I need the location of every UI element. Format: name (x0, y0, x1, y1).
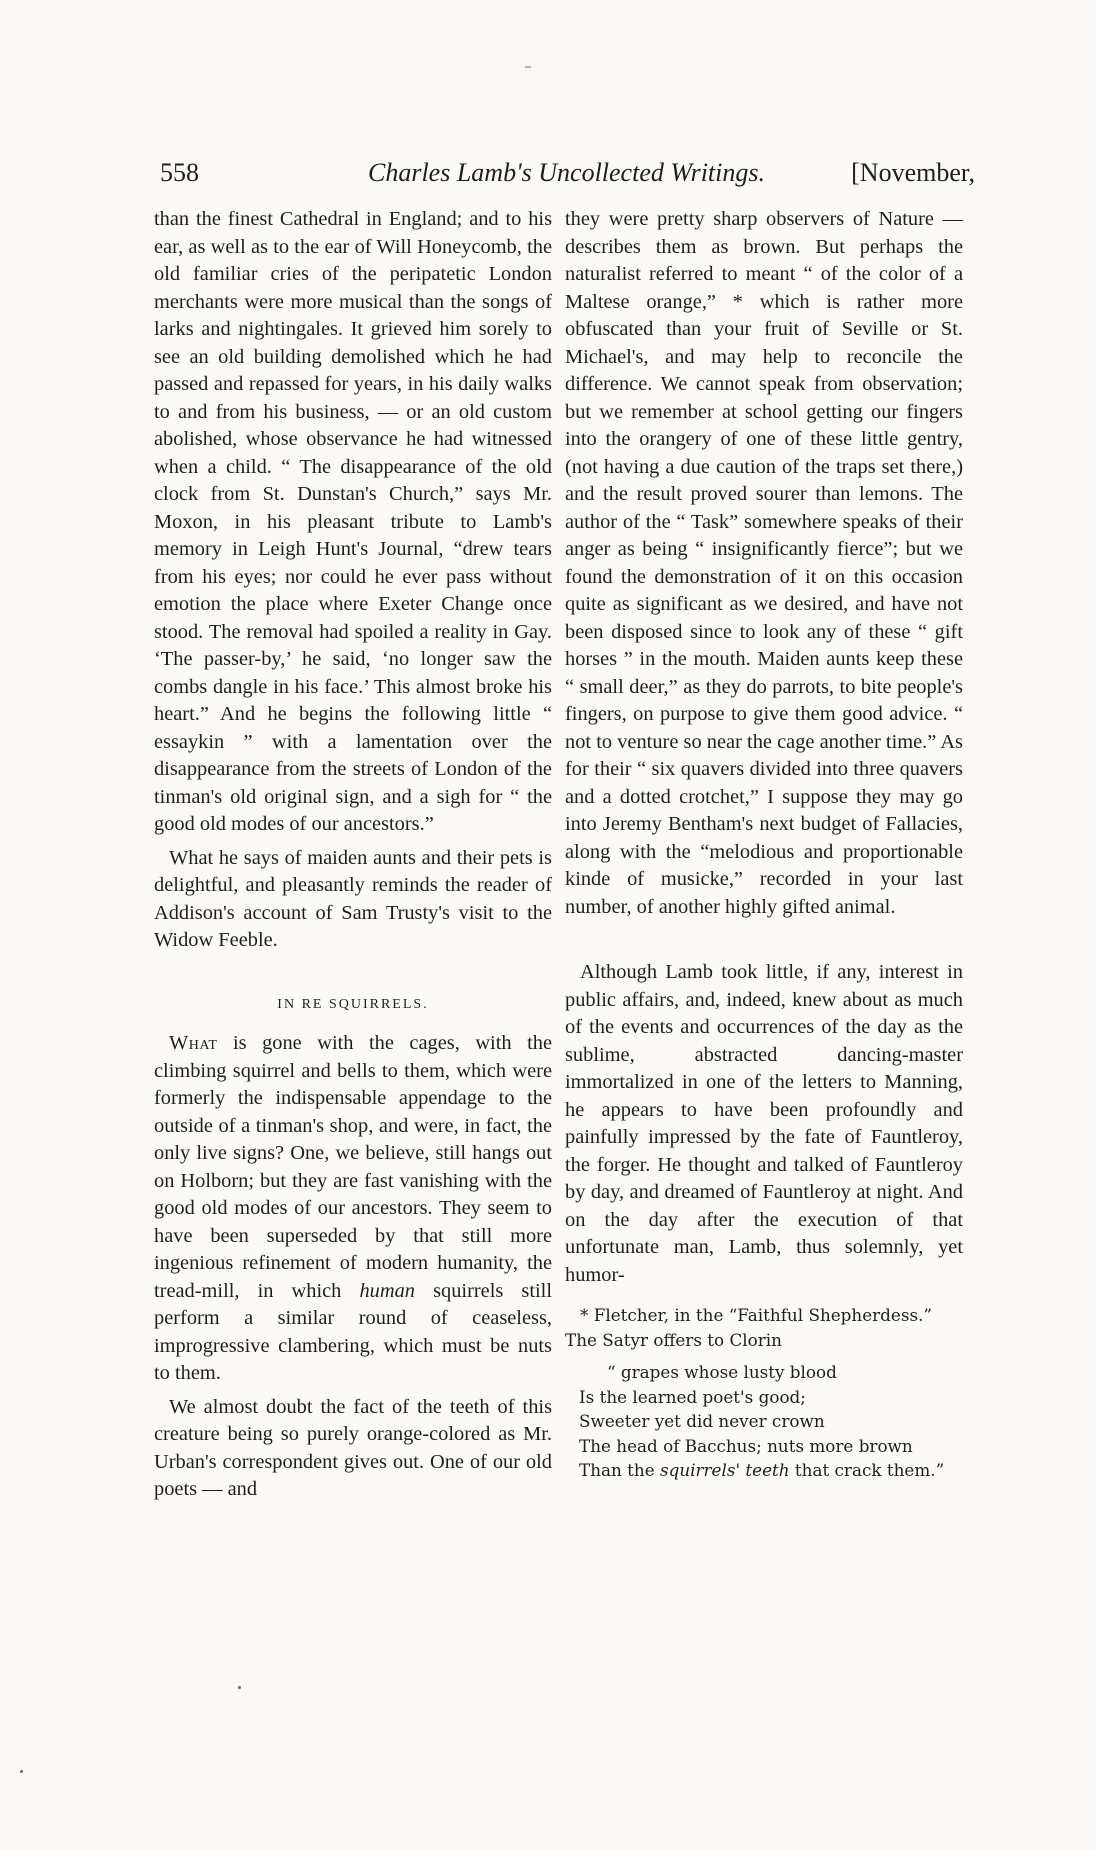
verse-line: “ grapes whose lusty blood (607, 1362, 837, 1382)
ink-speck (20, 1770, 23, 1773)
verse-line: Is the learned poet's good; (579, 1386, 806, 1407)
right-column (565, 206, 963, 1483)
emphasis: human (359, 1279, 415, 1302)
footnote (565, 1303, 963, 1483)
page-number: 558 (160, 158, 199, 187)
paragraph: What he says of maiden aunts and their pets is delightful, and pleasantly reminds the reader of Addison's account of Sam Trusty's visit to the Widow Feeble. (154, 846, 552, 951)
verse-line: Sweeter yet did never crown (579, 1411, 825, 1431)
emphasis: squirrels' teeth (659, 1460, 790, 1480)
left-column (154, 206, 552, 1504)
section-heading: IN RE SQUIRRELS. (277, 996, 429, 1012)
paragraph: We almost doubt the fact of the teeth of this creature being so purely orange-colored as Mr. Urban's correspondent gives out. One of our old poets — and (154, 1395, 552, 1500)
paragraph (154, 1030, 552, 1388)
paragraph: they were pretty sharp observers of Nature — describes them as brown. But perhaps the naturalist referred to meant “ of the color of a Maltese orange,” * which is rather more obfuscated than your fruit of Seville or St. Michael's, and may help to reconcile the difference. We cannot speak from observation; but we remember at school getting our fingers into the orangery of one of these little gentry, (not having a due caution of the traps set there,) and the result proved sourer than lemons. The author of the “ Task” somewhere speaks of their anger as being “ insignificantly fierce”; but we found the demonstration of it on this occasion quite as significant as we desired, and have not been disposed since to look any of these “ gift horses ” in the mouth. Maiden aunts keep these “ small deer,” as they do parrots, to bite people's fingers, on purpose to give them good advice. “ not to venture so near the cage another time.” As for their “ six quavers divided into three quavers and a dotted crotchet,” I suppose they may go into Jeremy Bentham's next budget of Fallacies, along with the “melodious and proportionable kinde of musicke,” recorded in your last number, of another highly gifted animal. (565, 208, 963, 918)
quoted-verse (579, 1360, 963, 1483)
text-run: Than the (579, 1460, 660, 1480)
paragraph: Although Lamb took little, if any, interest in public affairs, and, indeed, knew about as much of the events and occurrences of the day as the sublime, abstracted dancing-master immortalized in one of the letters to Manning, he appears to have been profoundly and painfully impressed by the fate of Fauntleroy, the forger. He thought and talked of Fauntleroy by day, and dreamed of Fauntleroy at night. And on the day after the execution of that unfortunate man, Lamb, thus solemnly, yet humor- (565, 961, 963, 1286)
verse-line (579, 1458, 963, 1483)
text-run: is gone with the cages, with the climbing squirrel and bells to them, which were formerly the indispensable appendage to the outside of a tinman's shop, and were, in fact, the only live signs? One, we believe, still hangs out on Holborn; but they are fast vanishing with the good old modes of our ancestors. They seem to have been superseded by that still more ingenious refinement of modern humanity, the tread-mill, in which (154, 1032, 552, 1302)
text-run: squirrels still perform a similar round of ceaseless, improgressive clambering, which must be nuts to them. (154, 1279, 553, 1384)
text-run: that crack them.” (789, 1460, 945, 1480)
running-title: Charles Lamb's Uncollected Writings. (368, 158, 765, 187)
verse-line: The head of Bacchus; nuts more brown (579, 1435, 913, 1456)
running-header (160, 158, 975, 198)
lead-word: What (169, 1032, 218, 1054)
paragraph: than the finest Cathedral in England; and to his ear, as well as to the ear of Will Honeycomb, the old familiar cries of the peripatetic London merchants were more musical than the songs of larks and nightingales. It grieved him sorely to see an old building demolished which he had passed and repassed for years, in his daily walks to and from his business, — or an old custom abolished, whose observance he had witnessed when a child. “ The disappearance of the old clock from St. Dunstan's Church,” says Mr. Moxon, in his pleasant tribute to Lamb's memory in Leigh Hunt's Journal, “drew tears from his eyes; nor could he ever pass without emotion the place where Exeter Change once stood. The removal had spoiled a reality in Gay. ‘The passer-by,’ he said, ‘no longer saw the combs dangle in his face.’ This almost broke his heart.” And he begins the following little “ essaykin ” with a lamentation over the disappearance from the streets of London of the tinman's old original sign, and a sigh for “ the good old modes of our ancestors.” (154, 208, 552, 835)
header-month: [November, (851, 158, 975, 187)
top-mark (525, 66, 531, 68)
ink-speck (238, 1686, 241, 1689)
footnote-intro: * Fletcher, in the “Faithful Shepherdess.” The Satyr offers to Clorin (565, 1305, 932, 1350)
